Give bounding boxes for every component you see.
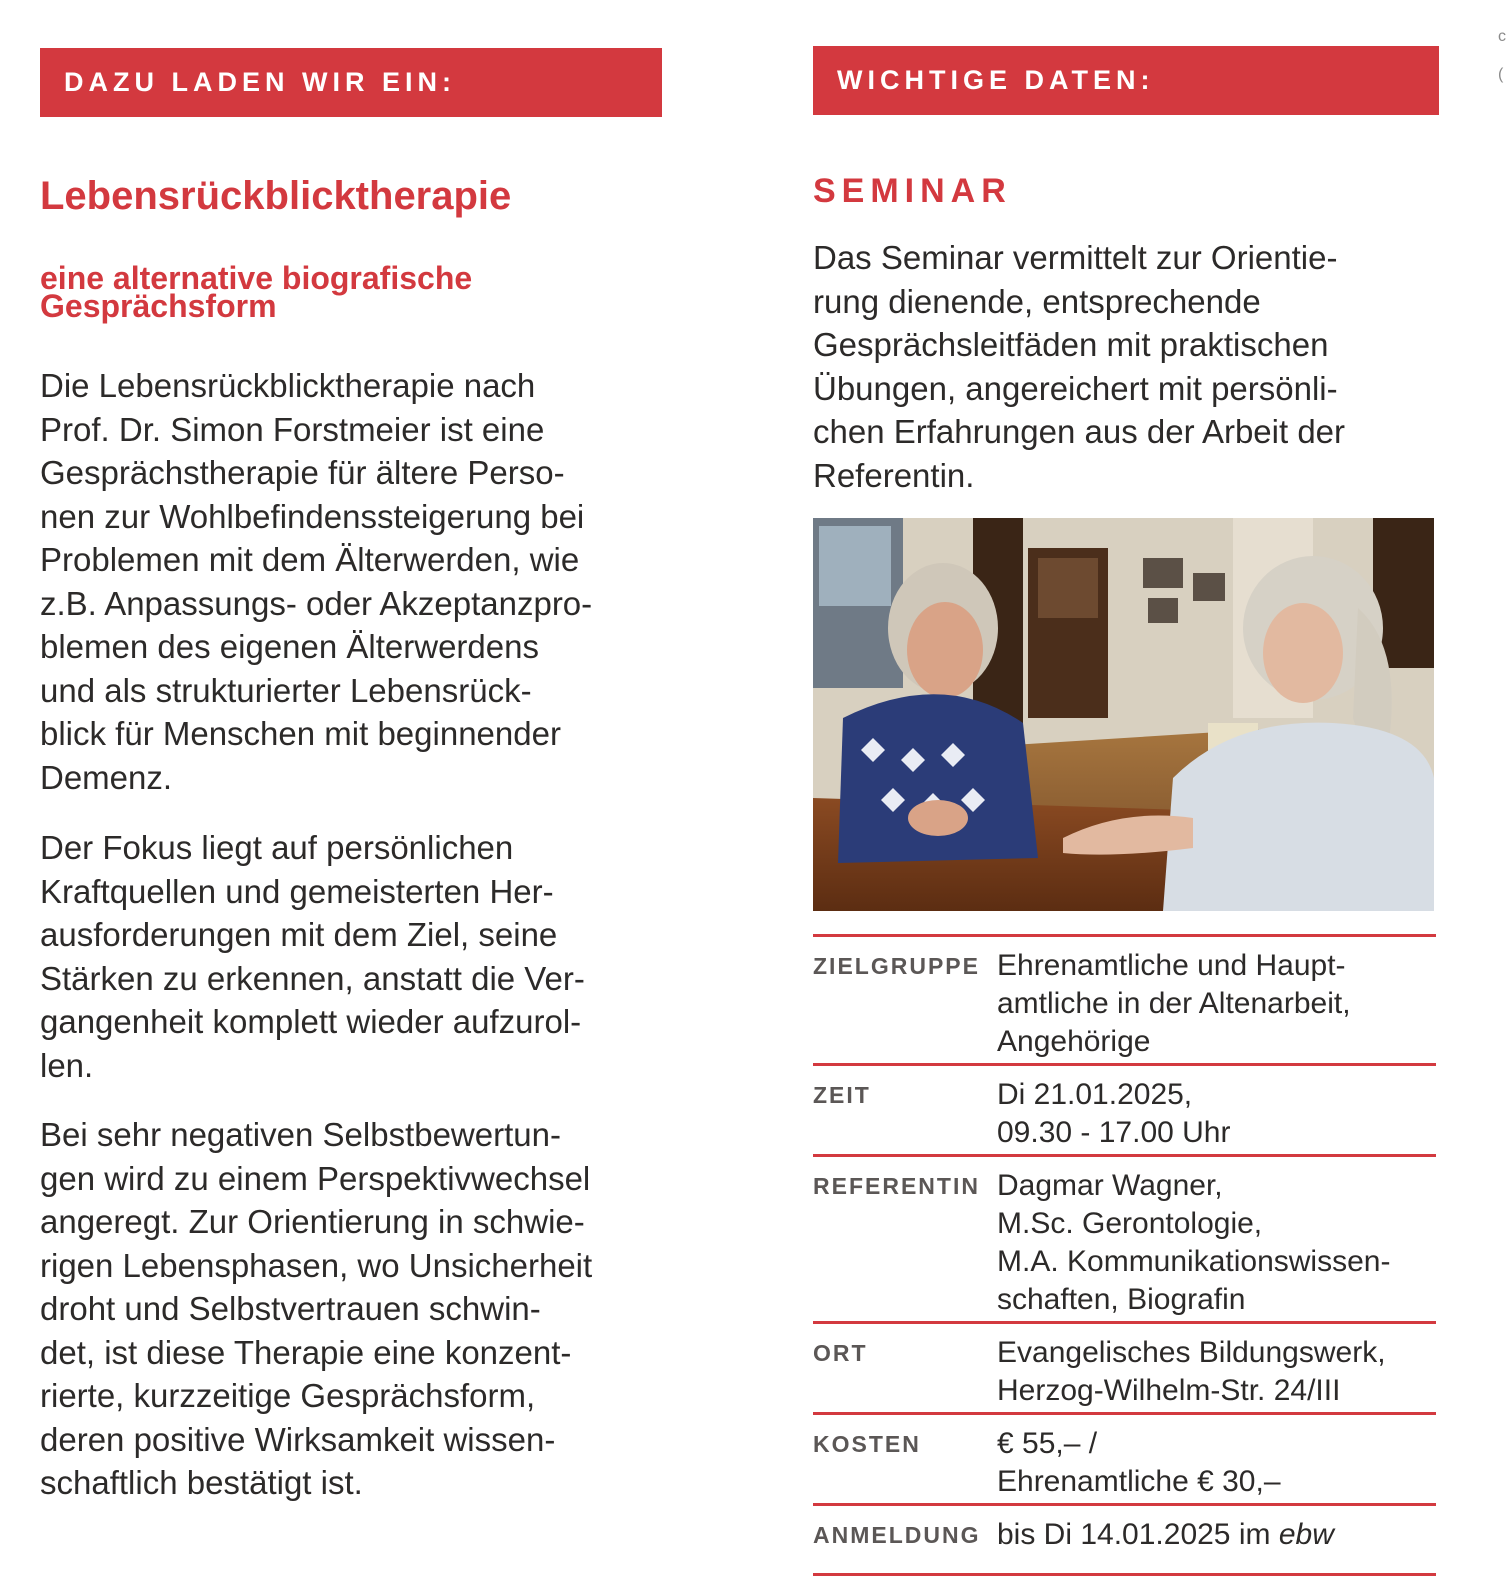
- text-line: Kraftquellen und gemeisterten Her-: [40, 872, 554, 910]
- text-line: deren positive Wirksamkeit wissen-: [40, 1420, 556, 1458]
- page-edge-mark: (: [1498, 66, 1504, 83]
- text-line: Gesprächstherapie für ältere Perso-: [40, 454, 565, 491]
- text-line: z.B. Anpassungs- oder Akzeptanzpro-: [40, 584, 593, 622]
- info-value-line: M.Sc. Gerontologie,: [997, 1207, 1263, 1240]
- text-line: len.: [40, 1046, 94, 1084]
- info-row-anmeldung: [813, 1503, 1436, 1576]
- intro-paragraph: [40, 364, 665, 799]
- page-edge-mark: c: [1498, 28, 1506, 45]
- info-value-line: € 55,– /: [997, 1427, 1098, 1460]
- info-value-line: M.A. Kommunikationswissen-: [997, 1245, 1391, 1278]
- info-label: ZEIT: [813, 1082, 871, 1108]
- info-value-line: bis Di 14.01.2025 im ebw: [997, 1518, 1334, 1551]
- info-value-line: Di 21.01.2025,: [997, 1078, 1193, 1111]
- text-line: rigen Lebensphasen, wo Unsicherheit: [40, 1246, 593, 1284]
- text-line: Die Lebensrückblicktherapie nach: [40, 367, 536, 404]
- text-line: Problemen mit dem Älterwerden, wie: [40, 541, 580, 578]
- text-line: gen wird zu einem Perspektivwechsel: [40, 1159, 591, 1197]
- key-dates-banner: WICHTIGE DATEN:: [813, 46, 1439, 115]
- text-line: Übungen, angereichert mit persönli-: [813, 369, 1338, 407]
- seminar-photo: [813, 518, 1434, 911]
- text-line: Das Seminar vermittelt zur Orientie-: [813, 239, 1338, 276]
- text-line: nen zur Wohlbefindenssteigerung bei: [40, 497, 585, 535]
- text-line: und als strukturierter Lebensrück-: [40, 671, 532, 709]
- invitation-banner: DAZU LADEN WIR EIN:: [40, 48, 662, 117]
- text-line: Demenz.: [40, 758, 173, 796]
- page-subtitle: eine alternative biografische Gesprächsform: [40, 260, 473, 324]
- seminar-heading: SEMINAR: [813, 172, 1012, 210]
- info-label: KOSTEN: [813, 1431, 921, 1457]
- info-value-line: Dagmar Wagner,: [997, 1169, 1223, 1202]
- text-line: angeregt. Zur Orientierung in schwie-: [40, 1203, 585, 1240]
- info-row-zielgruppe: [813, 934, 1436, 1063]
- info-value-line: amtliche in der Altenarbeit,: [997, 987, 1351, 1020]
- info-label: ANMELDUNG: [813, 1522, 981, 1548]
- info-label: REFERENTIN: [813, 1173, 980, 1199]
- info-value: [997, 937, 1351, 1063]
- info-value-line: Evangelisches Bildungswerk,: [997, 1336, 1386, 1369]
- info-value: [997, 1415, 1281, 1503]
- info-value: [997, 1324, 1386, 1412]
- info-value: [997, 1157, 1390, 1321]
- text-line: schaftlich bestätigt ist.: [40, 1464, 363, 1501]
- info-value-line: schaften, Biografin: [997, 1283, 1246, 1316]
- text-line: rierte, kurzzeitige Gesprächsform,: [40, 1377, 536, 1414]
- info-row-kosten: [813, 1412, 1436, 1503]
- text-line: rung dienende, entsprechende: [813, 282, 1261, 320]
- text-line: Referentin.: [813, 456, 975, 494]
- info-table: [813, 934, 1436, 1576]
- info-value: [997, 1066, 1230, 1154]
- text-line: Gesprächsleitfäden mit praktischen: [813, 326, 1329, 363]
- info-row-zeit: [813, 1063, 1436, 1154]
- text-line: droht und Selbstvertrauen schwin-: [40, 1290, 541, 1327]
- focus-paragraph: [40, 826, 665, 1087]
- text-line: blick für Menschen mit beginnender: [40, 715, 561, 752]
- text-line: gangenheit komplett wieder aufzurol-: [40, 1003, 582, 1040]
- text-line: Der Fokus liegt auf persönlichen: [40, 829, 514, 866]
- info-value-line: 09.30 - 17.00 Uhr: [997, 1116, 1231, 1149]
- text-line: Prof. Dr. Simon Forstmeier ist eine: [40, 410, 545, 448]
- info-value: [997, 1506, 1334, 1573]
- info-value-line: Ehrenamtliche € 30,–: [997, 1465, 1281, 1498]
- text-line: blemen des eigenen Älterwerdens: [40, 628, 539, 665]
- text-line: Bei sehr negativen Selbstbewertun-: [40, 1116, 561, 1153]
- text-line: det, ist diese Therapie eine konzent-: [40, 1333, 572, 1371]
- info-row-referentin: [813, 1154, 1436, 1321]
- page-title: Lebensrückblicktherapie: [40, 174, 512, 218]
- seminar-description: [813, 236, 1433, 497]
- info-value-italic: ebw: [1278, 1518, 1334, 1551]
- info-value-line: Herzog-Wilhelm-Str. 24/III: [997, 1374, 1341, 1407]
- info-label: ZIELGRUPPE: [813, 953, 980, 979]
- info-label: ORT: [813, 1340, 868, 1366]
- text-line: Stärken zu erkennen, anstatt die Ver-: [40, 959, 585, 997]
- text-line: ausforderungen mit dem Ziel, seine: [40, 916, 558, 953]
- info-row-ort: [813, 1321, 1436, 1412]
- text-line: chen Erfahrungen aus der Arbeit der: [813, 413, 1346, 450]
- perspective-paragraph: [40, 1113, 665, 1505]
- info-value-line: Ehrenamtliche und Haupt-: [997, 949, 1346, 982]
- info-value-line: Angehörige: [997, 1025, 1151, 1058]
